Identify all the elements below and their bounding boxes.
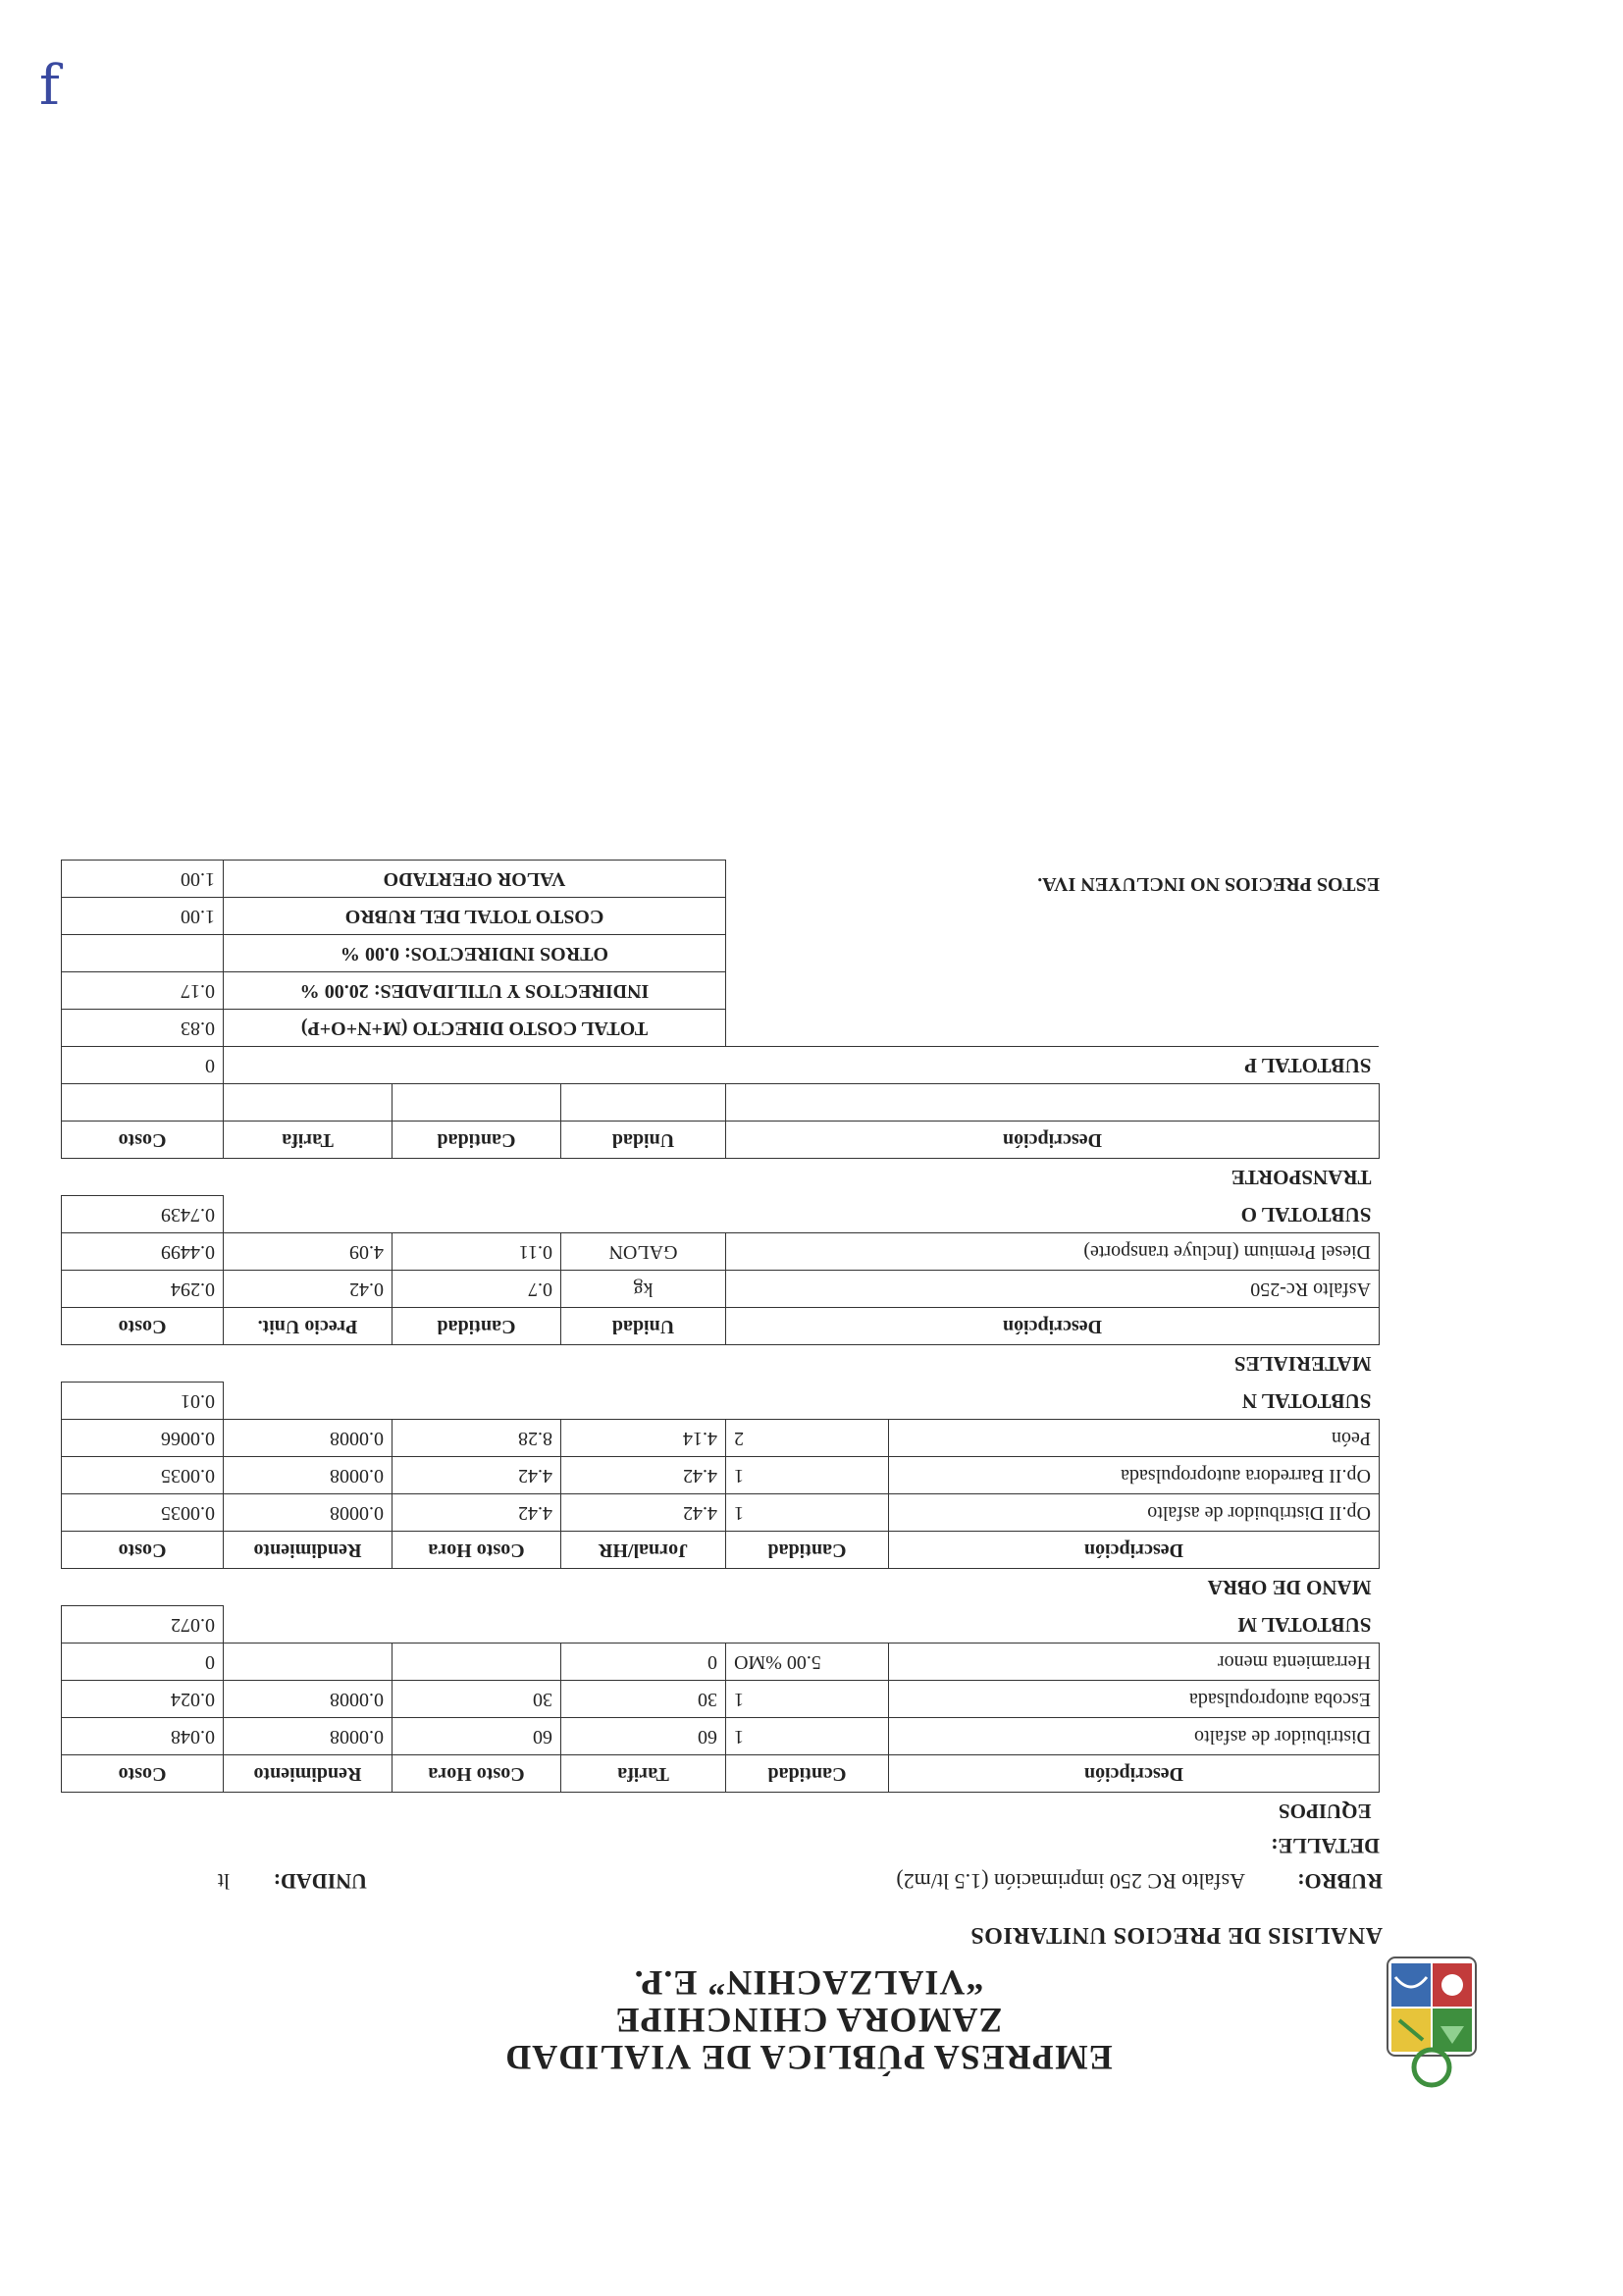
mano-obra-cantidad: 1 xyxy=(726,1494,889,1532)
mano-obra-cantidad: 2 xyxy=(726,1420,889,1457)
handwritten-mark: f xyxy=(39,54,60,118)
equipo-tarifa: 60 xyxy=(561,1718,726,1755)
subtotal-o-label: SUBTOTAL O xyxy=(224,1196,1380,1233)
subtotal-o-row xyxy=(62,1196,1380,1233)
material-cantidad: 0.11 xyxy=(393,1233,561,1271)
mano-obra-cantidad: 1 xyxy=(726,1457,889,1494)
equipos-header-row xyxy=(62,1755,1380,1793)
summary-row xyxy=(62,898,1380,935)
summary-spacer xyxy=(726,1010,1380,1047)
transporte-empty-cell xyxy=(393,1084,561,1122)
iva-note: ESTOS PRECIOS NO INCLUYEN IVA. xyxy=(1037,873,1380,895)
equipos-title: EQUIPOS xyxy=(1278,1800,1372,1823)
transporte-header-row xyxy=(62,1122,1380,1159)
header-line-3: “VIALZACHIN” E.P. xyxy=(633,1963,984,2003)
mano-obra-header-cell: Rendimiento xyxy=(224,1532,393,1569)
mano-obra-header-cell: Descripción xyxy=(889,1532,1380,1569)
mano-obra-header-cell: Costo Hora xyxy=(393,1532,561,1569)
subtotal-m-row xyxy=(62,1606,1380,1644)
summary-value: 1.00 xyxy=(62,898,224,935)
equipo-costo-hora: 60 xyxy=(393,1718,561,1755)
transporte-empty-cell xyxy=(224,1084,393,1122)
materiales-title-row xyxy=(62,1345,1380,1383)
materiales-header-cell: Cantidad xyxy=(393,1308,561,1345)
materiales-header-cell: Costo xyxy=(62,1308,224,1345)
material-precio-unit: 4.09 xyxy=(224,1233,393,1271)
summary-row xyxy=(62,972,1380,1010)
mano-obra-title: MANO DE OBRA xyxy=(1207,1576,1372,1599)
price-analysis-table xyxy=(61,860,1380,1829)
summary-value: 1.00 xyxy=(62,861,224,898)
mano-obra-costo-hora: 8.28 xyxy=(393,1420,561,1457)
equipo-cantidad: 5.00 %MO xyxy=(726,1644,889,1681)
mano-obra-costo-hora: 4.42 xyxy=(393,1457,561,1494)
table-row xyxy=(62,1084,1380,1122)
equipo-rendimiento: 0.0008 xyxy=(224,1718,393,1755)
equipos-header-cell: Descripción xyxy=(889,1755,1380,1793)
summary-row xyxy=(62,935,1380,972)
material-unidad: kg xyxy=(561,1271,726,1308)
mano-obra-header-cell: Costo xyxy=(62,1532,224,1569)
rubro-line xyxy=(107,1864,1383,1894)
equipos-header-cell: Rendimiento xyxy=(224,1755,393,1793)
materiales-header-row xyxy=(62,1308,1380,1345)
equipo-costo-hora xyxy=(393,1644,561,1681)
equipo-costo-hora: 30 xyxy=(393,1681,561,1718)
equipo-descripcion: Escoba autopropulsada xyxy=(889,1681,1380,1718)
mano-obra-title-row xyxy=(62,1569,1380,1606)
equipo-costo: 0.024 xyxy=(62,1681,224,1718)
equipo-rendimiento: 0.0008 xyxy=(224,1681,393,1718)
header-line-1: EMPRESA PÚBLICA DE VIALIDAD xyxy=(504,2038,1113,2077)
mano-obra-jornal: 4.42 xyxy=(561,1457,726,1494)
subtotal-m-value: 0.072 xyxy=(62,1606,224,1644)
subtotal-m-label: SUBTOTAL M xyxy=(224,1606,1380,1644)
equipo-costo: 0 xyxy=(62,1644,224,1681)
equipos-header-cell: Costo Hora xyxy=(393,1755,561,1793)
materiales-header-cell: Unidad xyxy=(561,1308,726,1345)
rubro-label: RUBRO: xyxy=(1297,1869,1383,1894)
material-costo: 0.294 xyxy=(62,1271,224,1308)
mano-obra-rendimiento: 0.0008 xyxy=(224,1494,393,1532)
subtotal-n-row xyxy=(62,1383,1380,1420)
material-precio-unit: 0.42 xyxy=(224,1271,393,1308)
material-cantidad: 0.7 xyxy=(393,1271,561,1308)
summary-value: 0.17 xyxy=(62,972,224,1010)
table-row xyxy=(62,1644,1380,1681)
mano-obra-costo: 0.0035 xyxy=(62,1494,224,1532)
equipo-tarifa: 30 xyxy=(561,1681,726,1718)
mano-obra-header-row xyxy=(62,1532,1380,1569)
table-row xyxy=(62,1494,1380,1532)
summary-label: OTROS INDIRECTOS: 0.00 % xyxy=(224,935,726,972)
mano-obra-descripcion: Op.II Barredora autopropulsada xyxy=(889,1457,1380,1494)
mano-obra-jornal: 4.14 xyxy=(561,1420,726,1457)
detalle-label: DETALLE: xyxy=(1271,1834,1380,1858)
mano-obra-descripcion: Op.II Distribuidor de asfalto xyxy=(889,1494,1380,1532)
transporte-empty-cell xyxy=(726,1084,1380,1122)
transporte-empty-cell xyxy=(62,1084,224,1122)
materiales-header-cell: Precio Unit. xyxy=(224,1308,393,1345)
equipos-header-cell: Cantidad xyxy=(726,1755,889,1793)
transporte-header-cell: Costo xyxy=(62,1122,224,1159)
table-row xyxy=(62,1233,1380,1271)
mano-obra-rendimiento: 0.0008 xyxy=(224,1457,393,1494)
transporte-header-cell: Descripción xyxy=(726,1122,1380,1159)
summary-label: TOTAL COSTO DIRECTO (M+N+O+P) xyxy=(224,1010,726,1047)
header-line-2: ZAMORA CHINCHIPE xyxy=(614,2001,1003,2040)
summary-value: 0.83 xyxy=(62,1010,224,1047)
transporte-header-cell: Cantidad xyxy=(393,1122,561,1159)
transporte-header-cell: Unidad xyxy=(561,1122,726,1159)
summary-label: VALOR OFERTADO xyxy=(224,861,726,898)
summary-spacer xyxy=(726,972,1380,1010)
subtotal-p-value: 0 xyxy=(62,1047,224,1084)
table-row xyxy=(62,1420,1380,1457)
document-title: ANALISIS DE PRECIOS UNITARIOS xyxy=(969,1922,1383,1948)
summary-label: INDIRECTOS Y UTILIDADES: 20.00 % xyxy=(224,972,726,1010)
summary-label: COSTO TOTAL DEL RUBRO xyxy=(224,898,726,935)
subtotal-n-value: 0.01 xyxy=(62,1383,224,1420)
equipo-rendimiento xyxy=(224,1644,393,1681)
mano-obra-jornal: 4.42 xyxy=(561,1494,726,1532)
table-row xyxy=(62,1681,1380,1718)
mano-obra-costo: 0.0066 xyxy=(62,1420,224,1457)
table-row xyxy=(62,1271,1380,1308)
equipo-tarifa: 0 xyxy=(561,1644,726,1681)
unidad-value: lt xyxy=(217,1869,230,1894)
transporte-header-cell: Tarifa xyxy=(224,1122,393,1159)
transporte-empty-cell xyxy=(561,1084,726,1122)
subtotal-p-label: SUBTOTAL P xyxy=(224,1047,1380,1084)
transporte-title-row xyxy=(62,1159,1380,1196)
rubro-value: Asfalto RC 250 imprimación (1.5 lt/m2) xyxy=(896,1869,1245,1894)
table-row xyxy=(62,1457,1380,1494)
material-unidad: GALON xyxy=(561,1233,726,1271)
mano-obra-header-cell: Jornal/HR xyxy=(561,1532,726,1569)
summary-spacer xyxy=(726,935,1380,972)
subtotal-o-value: 0.7439 xyxy=(62,1196,224,1233)
subtotal-n-label: SUBTOTAL N xyxy=(224,1383,1380,1420)
material-descripcion: Diesel Premium (Incluye transporte) xyxy=(726,1233,1380,1271)
material-costo: 0.4499 xyxy=(62,1233,224,1271)
materiales-header-cell: Descripción xyxy=(726,1308,1380,1345)
summary-row xyxy=(62,1010,1380,1047)
summary-spacer xyxy=(726,898,1380,935)
subtotal-p-row xyxy=(62,1047,1380,1084)
mano-obra-costo-hora: 4.42 xyxy=(393,1494,561,1532)
materiales-title: MATERIALES xyxy=(1233,1352,1372,1376)
equipo-costo: 0.048 xyxy=(62,1718,224,1755)
equipos-title-row xyxy=(62,1793,1380,1830)
table-row xyxy=(62,1718,1380,1755)
equipo-cantidad: 1 xyxy=(726,1718,889,1755)
transporte-title: TRANSPORTE xyxy=(1230,1166,1372,1189)
mano-obra-costo: 0.0035 xyxy=(62,1457,224,1494)
unidad-label: UNIDAD: xyxy=(273,1869,367,1894)
summary-value xyxy=(62,935,224,972)
mano-obra-rendimiento: 0.0008 xyxy=(224,1420,393,1457)
vialzachin-logo xyxy=(1378,1948,1486,2095)
equipo-descripcion: Distribuidor de asfalto xyxy=(889,1718,1380,1755)
mano-obra-header-cell: Cantidad xyxy=(726,1532,889,1569)
material-descripcion: Asfalto Rc-250 xyxy=(726,1271,1380,1308)
equipo-cantidad: 1 xyxy=(726,1681,889,1718)
equipos-header-cell: Tarifa xyxy=(561,1755,726,1793)
equipo-descripcion: Herramienta menor xyxy=(889,1644,1380,1681)
mano-obra-descripcion: Peón xyxy=(889,1420,1380,1457)
equipos-header-cell: Costo xyxy=(62,1755,224,1793)
